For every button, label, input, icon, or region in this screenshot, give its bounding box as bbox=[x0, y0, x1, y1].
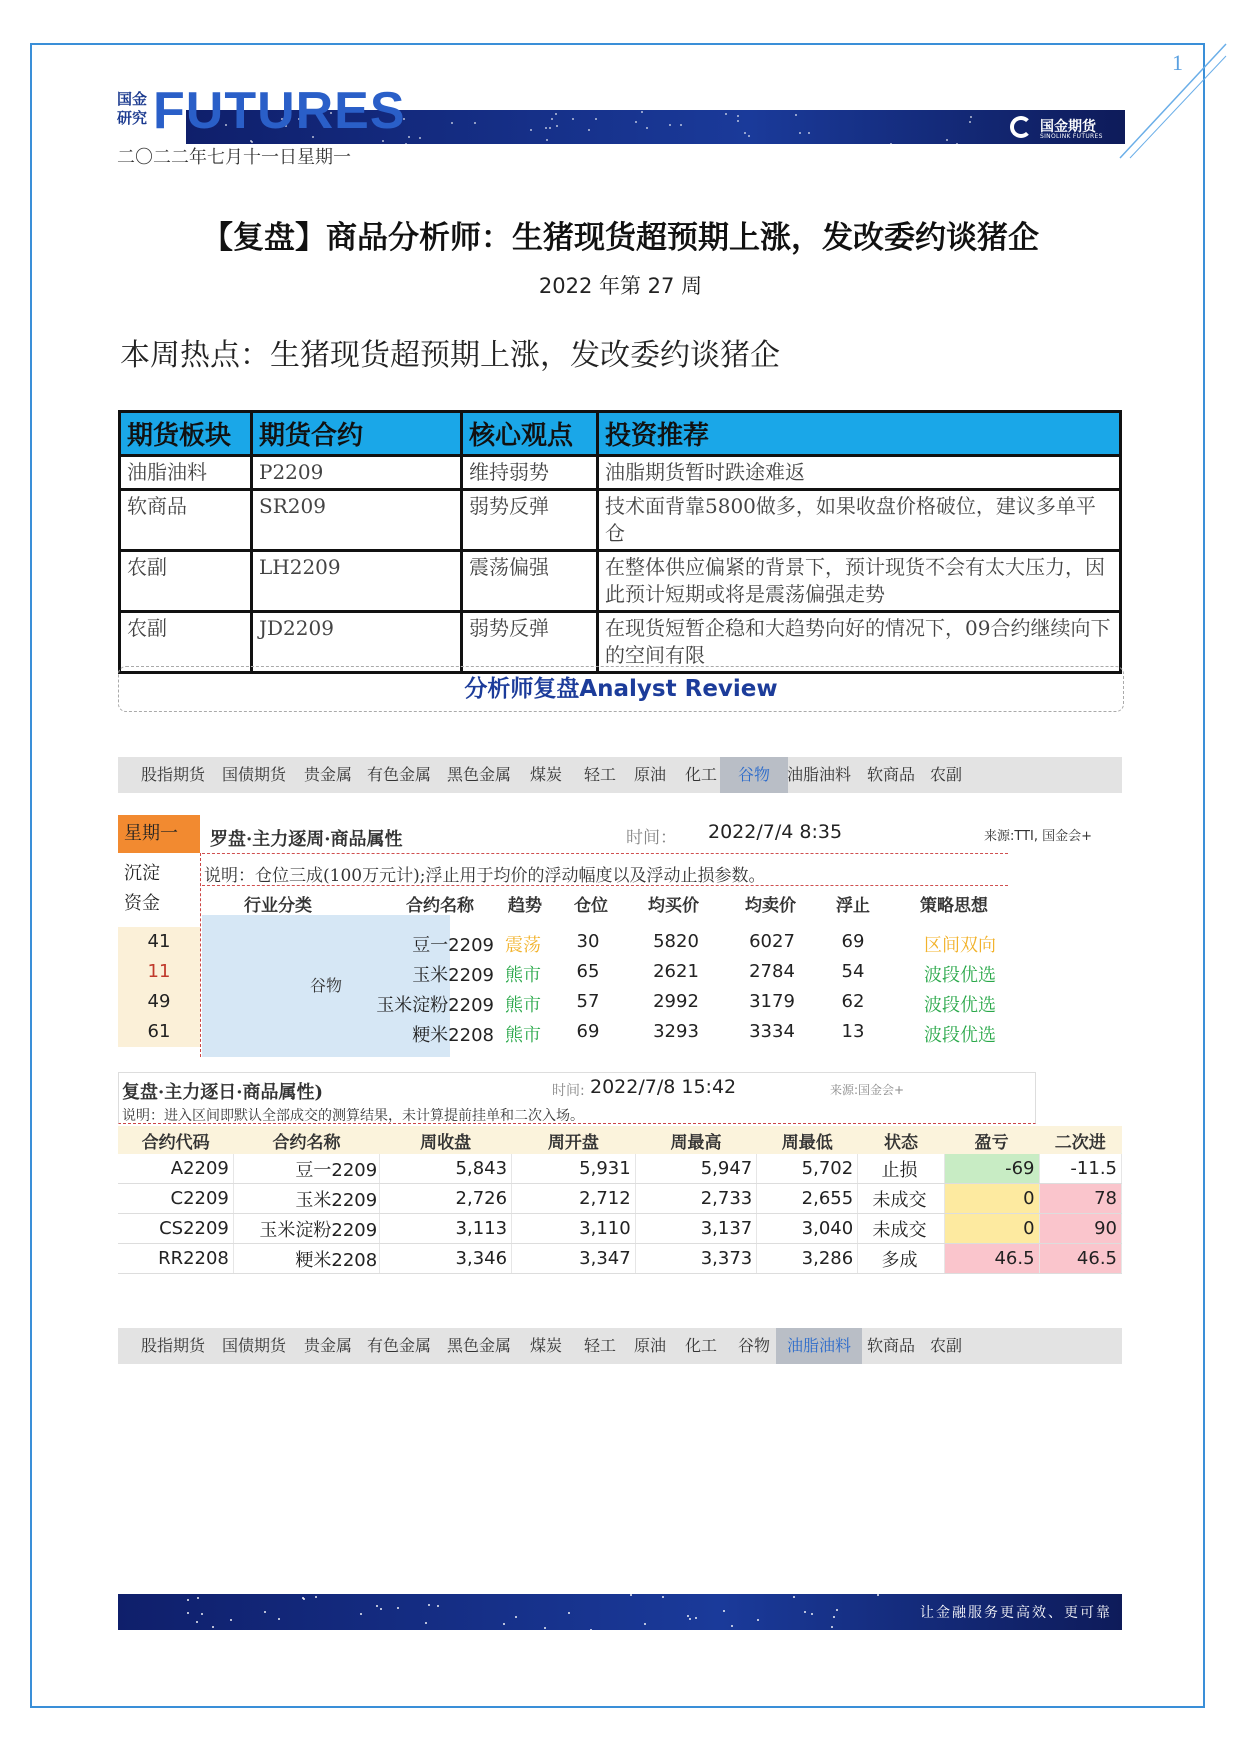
weekly-cell-stop: 13 bbox=[841, 1021, 865, 1042]
daily-cell-open: 3,347 bbox=[512, 1244, 636, 1274]
star-dot bbox=[315, 1596, 317, 1598]
weekly-source: 来源:TTI, 国金会+ bbox=[984, 829, 1093, 844]
daily-column-header: 周最高 bbox=[635, 1126, 757, 1154]
summary-row bbox=[120, 456, 1121, 490]
star-dot bbox=[278, 1618, 280, 1620]
daily-cell-high: 5,947 bbox=[635, 1154, 757, 1184]
daily-cell-name: 玉米2209 bbox=[233, 1184, 379, 1214]
star-dot bbox=[515, 1616, 517, 1618]
star-dot bbox=[669, 124, 671, 126]
weekly-cell-pos: 30 bbox=[576, 931, 600, 952]
daily-cell-status: 未成交 bbox=[858, 1184, 945, 1214]
summary-cell: P2209 bbox=[252, 456, 462, 490]
nav-bottom-item[interactable]: 贵金属 bbox=[303, 1336, 352, 1355]
weekly-cell-sell: 3179 bbox=[749, 991, 795, 1012]
divider bbox=[200, 853, 201, 1057]
star-dot bbox=[212, 1626, 214, 1628]
star-dot bbox=[197, 1597, 199, 1599]
daily-row bbox=[118, 1244, 1122, 1274]
summary-cell: 软商品 bbox=[120, 490, 252, 551]
weekly-cell-strategy: 区间双向 bbox=[924, 935, 996, 956]
daily-note: 说明：进入区间即默认全部成交的测算结果，未计算提前挂单和二次入场。 bbox=[122, 1108, 584, 1124]
daily-cell-open: 3,110 bbox=[512, 1214, 636, 1244]
logo-cn bbox=[117, 90, 153, 128]
daily-column-header: 二次进 bbox=[1039, 1126, 1121, 1154]
weekly-cell-name: 玉米2209 bbox=[412, 965, 494, 986]
weekly-column-header: 均卖价 bbox=[745, 896, 796, 916]
category-nav-bottom bbox=[118, 1328, 1122, 1364]
weekly-cell-pos: 57 bbox=[576, 991, 600, 1012]
footer-slogan: 让金融服务更高效、更可靠 bbox=[920, 1605, 1112, 1621]
star-dot bbox=[437, 1605, 439, 1607]
star-dot bbox=[590, 1629, 592, 1630]
daily-cell-name: 粳米2208 bbox=[233, 1244, 379, 1274]
star-dot bbox=[799, 132, 801, 134]
nav-top-item[interactable]: 软商品 bbox=[866, 765, 915, 784]
daily-cell-close: 5,843 bbox=[380, 1154, 512, 1184]
weekly-column-header: 仓位 bbox=[574, 896, 608, 916]
star-dot bbox=[630, 1594, 632, 1596]
star-dot bbox=[545, 127, 547, 129]
funds-value: 49 bbox=[118, 987, 200, 1017]
star-dot bbox=[877, 1594, 879, 1596]
daily-column-header: 盈亏 bbox=[944, 1126, 1039, 1154]
weekly-cell-trend: 熊市 bbox=[505, 995, 541, 1016]
daily-cell-high: 2,733 bbox=[635, 1184, 757, 1214]
daily-cell-second: 90 bbox=[1039, 1214, 1121, 1244]
weekly-cell-buy: 3293 bbox=[653, 1021, 699, 1042]
star-dot bbox=[503, 1623, 505, 1625]
star-dot bbox=[731, 1625, 733, 1627]
divider bbox=[202, 853, 1008, 854]
nav-bottom-item[interactable]: 轻工 bbox=[583, 1336, 616, 1355]
star-dot bbox=[549, 127, 551, 129]
hotspot-heading: 本周热点：生猪现货超预期上涨，发改委约谈猪企 bbox=[120, 338, 780, 373]
summary-cell: JD2209 bbox=[252, 612, 462, 673]
star-dot bbox=[595, 118, 597, 120]
week-label: 2022 年第 27 周 bbox=[538, 274, 703, 298]
star-dot bbox=[264, 1611, 266, 1613]
star-dot bbox=[556, 125, 558, 127]
weekly-column-header: 合约名称 bbox=[406, 896, 474, 916]
nav-top-item[interactable]: 股指期货 bbox=[140, 765, 205, 784]
nav-bottom-item[interactable]: 谷物 bbox=[737, 1336, 770, 1355]
nav-bottom-item[interactable]: 煤炭 bbox=[529, 1336, 562, 1355]
daily-cell-high: 3,137 bbox=[635, 1214, 757, 1244]
daily-cell-status: 止损 bbox=[858, 1154, 945, 1184]
nav-bottom-item[interactable]: 油脂油料 bbox=[776, 1328, 862, 1364]
summary-cell: 维持弱势 bbox=[462, 456, 598, 490]
star-dot bbox=[808, 132, 810, 134]
star-dot bbox=[956, 143, 958, 144]
daily-column-header: 周收盘 bbox=[380, 1126, 512, 1154]
report-date: 二〇二二年七月十一日星期一 bbox=[117, 147, 351, 168]
daily-column-header: 合约代码 bbox=[118, 1126, 233, 1154]
star-dot bbox=[804, 1611, 806, 1613]
daily-cell-second: 78 bbox=[1039, 1184, 1121, 1214]
daily-cell-name: 豆一2209 bbox=[233, 1154, 379, 1184]
nav-top-item[interactable]: 油脂油料 bbox=[786, 765, 851, 784]
summary-header: 投资推荐 bbox=[598, 412, 1121, 456]
weekly-cell-strategy: 波段优选 bbox=[924, 965, 996, 986]
weekly-cell-name: 粳米2208 bbox=[412, 1025, 494, 1046]
star-dot bbox=[725, 113, 727, 115]
summary-cell: 在整体供应偏紧的背景下，预计现货不会有太大压力，因此预计短期或将是震荡偏强走势 bbox=[598, 551, 1121, 612]
weekly-cell-strategy: 波段优选 bbox=[924, 1025, 996, 1046]
weekly-cell-buy: 2621 bbox=[653, 961, 699, 982]
nav-top-item[interactable]: 煤炭 bbox=[529, 765, 562, 784]
weekly-cell-strategy: 波段优选 bbox=[924, 995, 996, 1016]
weekly-column-header: 趋势 bbox=[508, 896, 542, 916]
summary-cell: 农副 bbox=[120, 551, 252, 612]
daily-cell-close: 3,113 bbox=[380, 1214, 512, 1244]
weekly-cell-buy: 5820 bbox=[653, 931, 699, 952]
daily-cell-low: 2,655 bbox=[757, 1184, 858, 1214]
star-dot bbox=[748, 135, 750, 137]
brand-cn: 国金期货 bbox=[1040, 119, 1096, 135]
star-dot bbox=[546, 139, 548, 141]
star-dot bbox=[196, 1621, 198, 1623]
daily-column-header: 合约名称 bbox=[233, 1126, 379, 1154]
funds-value: 61 bbox=[118, 1017, 200, 1047]
star-dot bbox=[970, 116, 972, 118]
star-dot bbox=[662, 1596, 664, 1598]
funds-column bbox=[118, 853, 200, 1057]
star-dot bbox=[425, 1622, 427, 1624]
summary-row bbox=[120, 551, 1121, 612]
summary-cell: 弱势反弹 bbox=[462, 490, 598, 551]
nav-bottom-item[interactable]: 原油 bbox=[633, 1336, 666, 1355]
daily-cell-low: 3,040 bbox=[757, 1214, 858, 1244]
weekday-badge: 星期一 bbox=[118, 815, 200, 853]
nav-bottom-item[interactable]: 农副 bbox=[929, 1336, 962, 1355]
star-dot bbox=[408, 136, 410, 138]
weekly-column-header: 策略思想 bbox=[920, 896, 988, 916]
weekly-cell-pos: 65 bbox=[576, 961, 600, 982]
nav-top-item[interactable]: 轻工 bbox=[583, 765, 616, 784]
star-dot bbox=[376, 1605, 378, 1607]
daily-cell-status: 未成交 bbox=[858, 1214, 945, 1244]
summary-row bbox=[120, 490, 1121, 551]
nav-bottom-item[interactable]: 国债期货 bbox=[221, 1336, 286, 1355]
weekly-time-value: 2022/7/4 8:35 bbox=[708, 821, 843, 843]
nav-top-item[interactable]: 化工 bbox=[684, 765, 717, 784]
weekly-cell-trend: 熊市 bbox=[505, 965, 541, 986]
star-dot bbox=[793, 1596, 795, 1598]
star-dot bbox=[451, 122, 453, 124]
daily-cell-second: -11.5 bbox=[1039, 1154, 1121, 1184]
weekly-cell-stop: 54 bbox=[841, 961, 865, 982]
star-dot bbox=[833, 1616, 835, 1618]
nav-top-item[interactable]: 国债期货 bbox=[221, 765, 286, 784]
daily-cell-second: 46.5 bbox=[1039, 1244, 1121, 1274]
nav-top-item[interactable]: 黑色金属 bbox=[446, 765, 511, 784]
daily-cell-open: 2,712 bbox=[512, 1184, 636, 1214]
daily-cell-status: 多成 bbox=[858, 1244, 945, 1274]
funds-value: 11 bbox=[118, 957, 200, 987]
nav-top-item[interactable]: 原油 bbox=[633, 765, 666, 784]
daily-cell-pnl: -69 bbox=[944, 1154, 1039, 1184]
footer-banner bbox=[118, 1594, 1122, 1630]
star-dot bbox=[795, 114, 797, 116]
weekly-cell-sell: 6027 bbox=[749, 931, 795, 952]
funds-value: 41 bbox=[118, 927, 200, 957]
logo-cn-line1: 国金 bbox=[117, 90, 148, 108]
summary-cell: LH2209 bbox=[252, 551, 462, 612]
star-dot bbox=[419, 137, 421, 139]
nav-bottom-item[interactable]: 股指期货 bbox=[140, 1336, 205, 1355]
nav-bottom-item[interactable]: 有色金属 bbox=[366, 1336, 431, 1355]
weekly-table bbox=[118, 815, 1122, 1057]
summary-cell: 弱势反弹 bbox=[462, 612, 598, 673]
star-dot bbox=[187, 1599, 189, 1601]
weekly-cell-sell: 3334 bbox=[749, 1021, 795, 1042]
weekly-time-label: 时间： bbox=[626, 828, 677, 848]
star-dot bbox=[474, 122, 476, 124]
weekly-column-header: 行业分类 bbox=[244, 896, 312, 916]
daily-time-value: 2022/7/8 15:42 bbox=[590, 1076, 737, 1098]
summary-cell: 农副 bbox=[120, 612, 252, 673]
daily-cell-close: 3,346 bbox=[380, 1244, 512, 1274]
star-dot bbox=[646, 127, 648, 129]
star-dot bbox=[382, 140, 384, 142]
weekly-title: 罗盘·主力逐周·商品属性 bbox=[210, 829, 403, 850]
summary-cell: 震荡偏强 bbox=[462, 551, 598, 612]
weekly-cell-buy: 2992 bbox=[653, 991, 699, 1012]
daily-data-table bbox=[118, 1126, 1122, 1274]
category-nav-top bbox=[118, 757, 1122, 793]
daily-title: 复盘·主力逐日·商品属性) bbox=[122, 1082, 324, 1103]
star-dot bbox=[644, 1623, 646, 1625]
weekly-cell-trend: 熊市 bbox=[505, 1025, 541, 1046]
summary-row bbox=[120, 612, 1121, 673]
daily-row bbox=[118, 1184, 1122, 1214]
nav-top-item[interactable]: 贵金属 bbox=[303, 765, 352, 784]
daily-cell-pnl: 0 bbox=[944, 1214, 1039, 1244]
weekly-column-header: 均买价 bbox=[648, 896, 699, 916]
weekly-cell-stop: 62 bbox=[841, 991, 865, 1012]
daily-cell-low: 3,286 bbox=[757, 1244, 858, 1274]
daily-time-label: 时间: bbox=[552, 1083, 585, 1099]
star-dot bbox=[695, 1617, 697, 1619]
weekly-cell-stop: 69 bbox=[841, 931, 865, 952]
daily-cell-code: C2209 bbox=[118, 1184, 233, 1214]
summary-cell: 在现货短暂企稳和大趋势向好的情况下，09合约继续向下的空间有限 bbox=[598, 612, 1121, 673]
analyst-review-banner: 分析师复盘Analyst Review bbox=[118, 666, 1124, 712]
summary-table bbox=[118, 410, 1122, 674]
daily-cell-open: 5,931 bbox=[512, 1154, 636, 1184]
nav-top-item[interactable]: 农副 bbox=[929, 765, 962, 784]
daily-source: 来源:国金会+ bbox=[830, 1083, 905, 1097]
star-dot bbox=[360, 1613, 362, 1615]
weekly-cell-sell: 2784 bbox=[749, 961, 795, 982]
daily-column-header: 状态 bbox=[858, 1126, 945, 1154]
daily-cell-low: 5,702 bbox=[757, 1154, 858, 1184]
star-dot bbox=[969, 121, 971, 123]
star-dot bbox=[380, 1608, 382, 1610]
star-dot bbox=[689, 1618, 691, 1620]
weekly-cell-pos: 69 bbox=[576, 1021, 600, 1042]
star-dot bbox=[555, 113, 557, 115]
summary-header: 核心观点 bbox=[462, 412, 598, 456]
star-dot bbox=[757, 1619, 759, 1621]
star-dot bbox=[551, 118, 553, 120]
daily-cell-pnl: 46.5 bbox=[944, 1244, 1039, 1274]
star-dot bbox=[428, 1604, 430, 1606]
star-dot bbox=[544, 1627, 546, 1629]
daily-cell-code: RR2208 bbox=[118, 1244, 233, 1274]
star-dot bbox=[680, 124, 682, 126]
star-dot bbox=[744, 132, 746, 134]
daily-table bbox=[118, 1072, 1122, 1277]
daily-cell-high: 3,373 bbox=[635, 1244, 757, 1274]
funds-label: 沉淀资金 bbox=[124, 863, 160, 914]
star-dot bbox=[946, 139, 948, 141]
star-dot bbox=[530, 129, 532, 131]
star-dot bbox=[641, 111, 643, 113]
star-dot bbox=[588, 129, 590, 131]
weekly-note: 说明：仓位三成(100万元计);浮止用于均价的浮动幅度以及浮动止损参数。 bbox=[204, 866, 766, 886]
star-dot bbox=[397, 1607, 399, 1609]
star-dot bbox=[572, 118, 574, 120]
star-dot bbox=[836, 1609, 838, 1611]
star-dot bbox=[831, 1626, 833, 1628]
corner-decoration bbox=[1118, 40, 1228, 160]
summary-cell: SR209 bbox=[252, 490, 462, 551]
nav-top-item[interactable]: 有色金属 bbox=[366, 765, 431, 784]
summary-cell: 技术面背靠5800做多，如果收盘价格破位，建议多单平仓 bbox=[598, 490, 1121, 551]
daily-row bbox=[118, 1214, 1122, 1244]
brand-en: SINOLINK FUTURES bbox=[1040, 133, 1103, 140]
star-dot bbox=[890, 143, 892, 144]
page-title: 【复盘】商品分析师：生猪现货超预期上涨，发改委约谈猪企 bbox=[202, 220, 1039, 256]
star-dot bbox=[635, 121, 637, 123]
star-dot bbox=[737, 115, 739, 117]
weekly-cell-name: 豆一2209 bbox=[412, 935, 494, 956]
logo-futures: FUTURES bbox=[153, 82, 406, 140]
page-number: 1 bbox=[1172, 50, 1183, 75]
weekly-cell-trend: 震荡 bbox=[505, 935, 541, 956]
star-dot bbox=[201, 1613, 203, 1615]
divider bbox=[202, 885, 1008, 886]
nav-bottom-item[interactable]: 软商品 bbox=[866, 1336, 915, 1355]
daily-column-header: 周最低 bbox=[757, 1126, 858, 1154]
nav-bottom-item[interactable]: 黑色金属 bbox=[446, 1336, 511, 1355]
star-dot bbox=[737, 120, 739, 122]
daily-column-header: 周开盘 bbox=[512, 1126, 636, 1154]
star-dot bbox=[723, 1610, 725, 1612]
summary-header: 期货合约 bbox=[252, 412, 462, 456]
daily-cell-close: 2,726 bbox=[380, 1184, 512, 1214]
star-dot bbox=[405, 143, 407, 144]
star-dot bbox=[811, 1613, 813, 1615]
brand-circle-icon bbox=[1010, 116, 1032, 138]
star-dot bbox=[687, 1615, 689, 1617]
weekly-column-header: 浮止 bbox=[836, 896, 870, 916]
weekly-cell-name: 玉米淀粉2209 bbox=[376, 995, 494, 1016]
logo-cn-line2: 研究 bbox=[117, 109, 148, 127]
nav-bottom-item[interactable]: 化工 bbox=[684, 1336, 717, 1355]
nav-top-item[interactable]: 谷物 bbox=[720, 757, 788, 793]
daily-cell-pnl: 0 bbox=[944, 1184, 1039, 1214]
star-dot bbox=[568, 1612, 570, 1614]
daily-cell-code: CS2209 bbox=[118, 1214, 233, 1244]
daily-cell-code: A2209 bbox=[118, 1154, 233, 1184]
star-dot bbox=[303, 1598, 305, 1600]
daily-cell-name: 玉米淀粉2209 bbox=[233, 1214, 379, 1244]
summary-cell: 油脂油料 bbox=[120, 456, 252, 490]
summary-cell: 油脂期货暂时跌途难返 bbox=[598, 456, 1121, 490]
star-dot bbox=[187, 1612, 189, 1614]
daily-row bbox=[118, 1154, 1122, 1184]
category-cell: 谷物 bbox=[202, 915, 450, 1057]
star-dot bbox=[230, 1619, 232, 1621]
summary-header: 期货板块 bbox=[120, 412, 252, 456]
